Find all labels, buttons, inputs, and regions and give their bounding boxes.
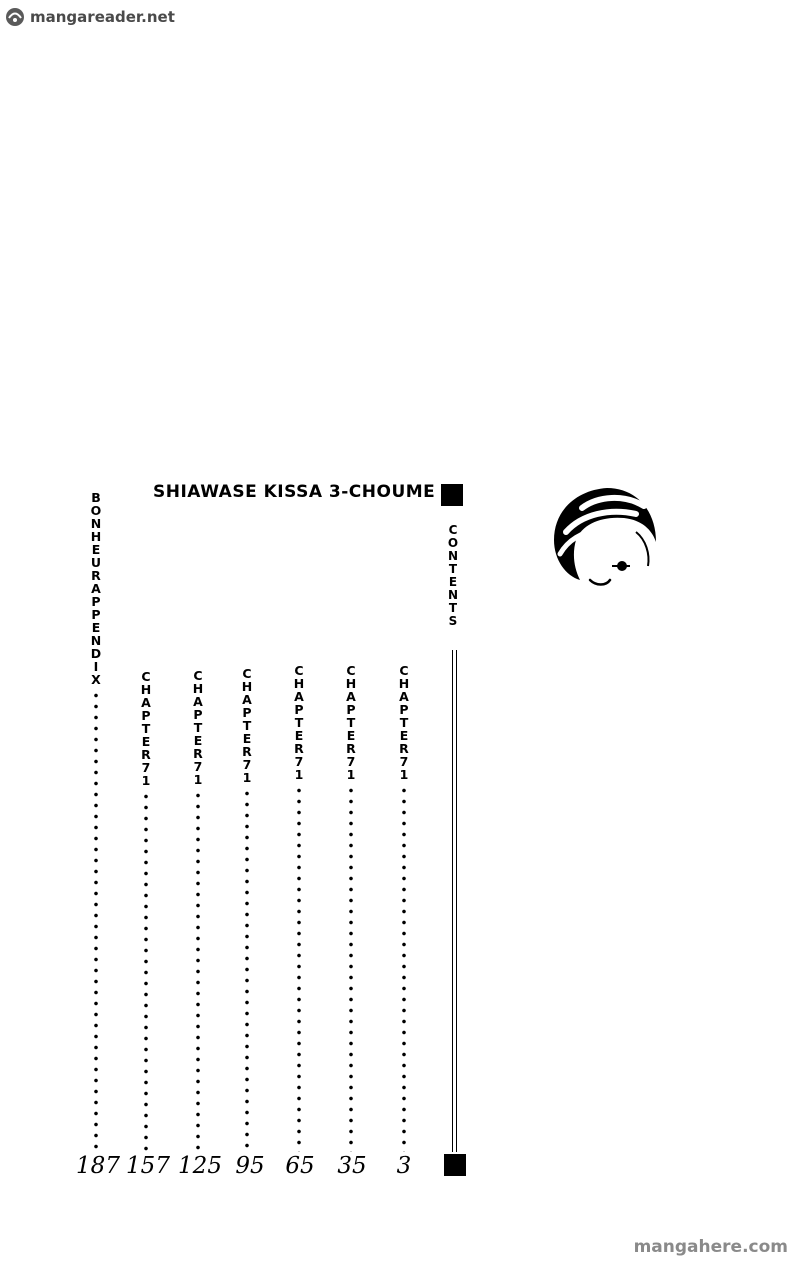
dotted-leader: [297, 785, 301, 1152]
toc-entry: [188, 669, 208, 1152]
contents-rule-right: [456, 650, 457, 1152]
title-square-marker: [441, 484, 463, 506]
toc-entry-label: CHAPTER 71: [140, 669, 152, 788]
toc-entry: [86, 491, 106, 1152]
toc-entry: [289, 664, 309, 1152]
dotted-leader: [245, 788, 249, 1152]
page-number: 3: [396, 1153, 412, 1179]
toc-entry-label: BONHEUR APPENDIX: [90, 490, 102, 687]
mangahere-watermark: mangahere.com: [633, 1237, 788, 1257]
toc-entry-label: CHAPTER 71: [293, 663, 305, 782]
page-number: 65: [285, 1153, 315, 1179]
dotted-leader: [94, 690, 98, 1152]
toc-entry: [136, 670, 156, 1152]
page-numbers-row: [70, 1153, 430, 1183]
bottom-square-marker: [444, 1154, 466, 1176]
dotted-leader: [196, 790, 200, 1152]
contents-rule-left: [452, 650, 453, 1152]
toc-entry: [394, 664, 414, 1152]
dotted-leader: [402, 785, 406, 1152]
toc-entry-label: CHAPTER 71: [398, 663, 410, 782]
contents-label: CONTENTS: [447, 523, 459, 628]
page-number: 35: [337, 1153, 367, 1179]
toc-entry: [237, 667, 257, 1152]
toc-entry-label: CHAPTER 71: [192, 668, 204, 787]
page-number: 95: [235, 1153, 265, 1179]
page-number: 187: [76, 1153, 120, 1179]
mangareader-logo-icon: [4, 6, 26, 28]
mangareader-watermark: [4, 6, 175, 28]
toc-entry-label: CHAPTER 71: [241, 666, 253, 785]
dotted-leader: [349, 785, 353, 1152]
page-number: 157: [126, 1153, 170, 1179]
toc-entry-label: CHAPTER 71: [345, 663, 357, 782]
dotted-leader: [144, 791, 148, 1152]
stylized-face-logo-icon: [552, 480, 662, 590]
toc-entry: [341, 664, 361, 1152]
series-title: SHIAWASE KISSA 3-CHOUME: [153, 482, 436, 502]
watermark-top-text: mangareader.net: [30, 8, 175, 26]
page-number: 125: [178, 1153, 222, 1179]
